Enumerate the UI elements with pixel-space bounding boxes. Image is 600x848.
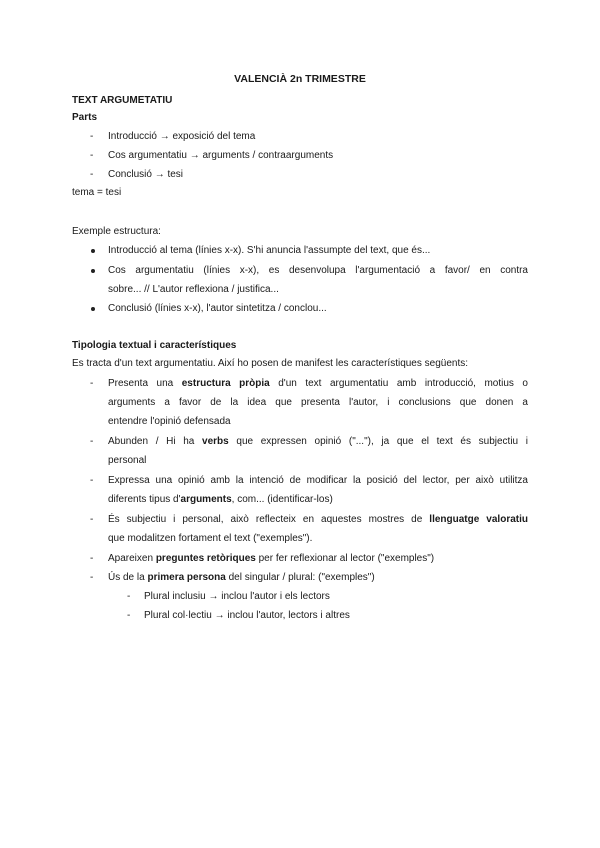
list-dash: - bbox=[90, 150, 94, 161]
list-item: Cos argumentatiu (línies x-x), es desenvolupa l'argumentació a favor/ en contra bbox=[108, 265, 528, 276]
list-item bbox=[108, 514, 528, 526]
section-heading-text-argumentatiu: TEXT ARGUMETATIU bbox=[72, 95, 173, 106]
bullet-dot bbox=[91, 269, 95, 273]
list-item bbox=[108, 436, 528, 448]
text-run: que expressen opinió ("..."), ja que el text és subjectiu i bbox=[228, 436, 528, 447]
list-dash: - bbox=[90, 475, 94, 486]
tipologia-heading: Tipologia textual i característiques bbox=[72, 340, 237, 351]
text-run: per fer reflexionar al lector ("exemples") bbox=[255, 553, 435, 564]
parts-heading: Parts bbox=[72, 112, 98, 123]
list-item-continuation: personal bbox=[108, 455, 147, 466]
text-run: Presenta una bbox=[108, 378, 182, 389]
list-dash: - bbox=[90, 553, 94, 564]
list-dash: - bbox=[90, 169, 94, 180]
list-item: Conclusió → tesi bbox=[108, 169, 184, 180]
bold-run: llenguatge valoratiu bbox=[429, 514, 528, 525]
bold-run: arguments bbox=[180, 494, 232, 505]
example-heading: Exemple estructura: bbox=[72, 226, 161, 237]
list-item bbox=[108, 378, 528, 390]
text-run: Apareixen bbox=[108, 553, 156, 564]
bold-run: verbs bbox=[202, 436, 229, 447]
tipologia-intro: Es tracta d'un text argumentatiu. Així ho posen de manifest les característiques següents: bbox=[72, 358, 469, 369]
list-item-continuation: arguments a favor de la idea que presenta l'autor, i conclusions que donen a bbox=[108, 397, 528, 408]
bullet-dot bbox=[91, 307, 95, 311]
list-item-continuation: que modalitzen fortament el text ("exemples"). bbox=[108, 533, 313, 544]
bold-run: estructura pròpia bbox=[181, 378, 270, 389]
text-run: diferents tipus d' bbox=[108, 494, 181, 505]
list-item: Expressa una opinió amb la intenció de modificar la posició del lector, per això utilitza bbox=[108, 475, 528, 486]
list-item-continuation: entendre l'opinió defensada bbox=[108, 416, 231, 427]
document-title: VALENCIÀ 2n TRIMESTRE bbox=[234, 73, 366, 85]
list-dash: - bbox=[90, 514, 94, 525]
text-run: Abunden / Hi ha bbox=[108, 436, 203, 447]
bullet-dot bbox=[91, 249, 95, 253]
list-dash: - bbox=[90, 436, 94, 447]
bold-run: preguntes retòriques bbox=[155, 553, 256, 564]
list-item: Cos argumentatiu → arguments / contraarguments bbox=[108, 150, 334, 161]
text-run: del singular / plural: ("exemples") bbox=[225, 572, 375, 583]
bold-run: primera persona bbox=[147, 572, 226, 583]
text-run: És subjectiu i personal, això reflecteix en aquestes mostres de bbox=[108, 514, 430, 525]
list-item: Introducció → exposició del tema bbox=[108, 131, 256, 142]
sub-list-dash: - bbox=[127, 610, 131, 621]
tema-line: tema = tesi bbox=[72, 187, 122, 198]
list-item: Introducció al tema (línies x-x). S'hi anuncia l'assumpte del text, que és... bbox=[108, 245, 431, 256]
list-dash: - bbox=[90, 572, 94, 583]
sub-list-item: Plural col·lectiu → inclou l'autor, lectors i altres bbox=[144, 610, 350, 621]
sub-list-dash: - bbox=[127, 591, 131, 602]
text-run: , com... (identificar-los) bbox=[231, 494, 333, 505]
text-run: Ús de la bbox=[108, 572, 148, 583]
list-dash: - bbox=[90, 378, 94, 389]
list-dash: - bbox=[90, 131, 94, 142]
sub-list-item: Plural inclusiu → inclou l'autor i els lectors bbox=[144, 591, 330, 602]
list-item bbox=[108, 553, 434, 565]
list-item bbox=[108, 572, 375, 584]
text-run: d'un text argumentatiu amb introducció, motius o bbox=[269, 378, 528, 389]
list-item-continuation: sobre... // L'autor reflexiona / justifica... bbox=[108, 284, 279, 295]
list-item: Conclusió (línies x-x), l'autor sintetitza / conclou... bbox=[108, 303, 327, 314]
list-item-continuation bbox=[108, 494, 333, 506]
